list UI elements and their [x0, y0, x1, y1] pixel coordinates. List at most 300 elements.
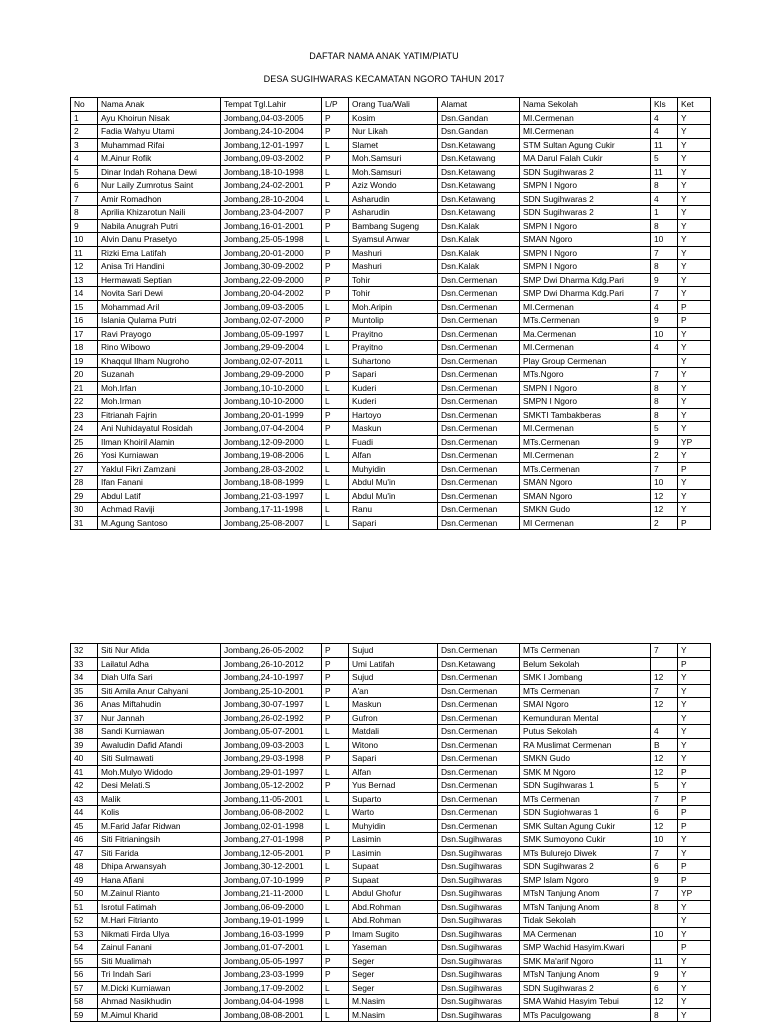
cell-ket: Y: [678, 968, 711, 982]
cell-lp: L: [322, 435, 349, 449]
cell-alamat: Dsn.Cermenan: [438, 408, 520, 422]
cell-lp: P: [322, 779, 349, 793]
table-row: [71, 395, 711, 409]
cell-alamat: Dsn.Sugihwaras: [438, 927, 520, 941]
table-row: [71, 260, 711, 274]
cell-nama-anak: M.Zainul Rianto: [98, 887, 221, 901]
cell-nama-anak: Siti Fitrianingsih: [98, 833, 221, 847]
cell-nama-anak: Abdul Latif: [98, 489, 221, 503]
cell-nama-anak: Ani Nuhidayatul Rosidah: [98, 422, 221, 436]
cell-kls: 12: [651, 671, 678, 685]
cell-nama-sekolah: MA Cermenan: [520, 927, 651, 941]
cell-ket: P: [678, 873, 711, 887]
cell-alamat: Dsn.Sugihwaras: [438, 981, 520, 995]
cell-nama-sekolah: SMP Wachid Hasyim.Kwari: [520, 941, 651, 955]
cell-nama-sekolah: MI.Cermenan: [520, 111, 651, 125]
table-row: [71, 995, 711, 1009]
cell-nama-sekolah: SMPN I Ngoro: [520, 219, 651, 233]
cell-no: 45: [71, 819, 98, 833]
cell-kls: 8: [651, 381, 678, 395]
cell-alamat: Dsn.Kalak: [438, 219, 520, 233]
cell-tempat-tgl-lahir: Jombang,30-12-2001: [221, 860, 322, 874]
cell-nama-anak: Malik: [98, 792, 221, 806]
cell-ket: Y: [678, 954, 711, 968]
cell-orang-tua-wali: Prayitno: [349, 341, 438, 355]
cell-nama-anak: Amir Romadhon: [98, 192, 221, 206]
table-row: [71, 111, 711, 125]
cell-orang-tua-wali: Maskun: [349, 422, 438, 436]
cell-tempat-tgl-lahir: Jombang,05-05-1997: [221, 954, 322, 968]
cell-lp: P: [322, 873, 349, 887]
cell-ket: Y: [678, 914, 711, 928]
cell-kls: 2: [651, 516, 678, 530]
cell-nama-sekolah: SDN Sugihwaras 2: [520, 981, 651, 995]
cell-tempat-tgl-lahir: Jombang,06-09-2000: [221, 900, 322, 914]
cell-kls: 6: [651, 860, 678, 874]
cell-tempat-tgl-lahir: Jombang,30-09-2002: [221, 260, 322, 274]
cell-tempat-tgl-lahir: Jombang,27-01-1998: [221, 833, 322, 847]
cell-nama-sekolah: SMK Sumoyono Cukir: [520, 833, 651, 847]
cell-lp: P: [322, 711, 349, 725]
cell-kls: 12: [651, 819, 678, 833]
cell-lp: L: [322, 300, 349, 314]
cell-ket: Y: [678, 725, 711, 739]
cell-lp: L: [322, 819, 349, 833]
cell-tempat-tgl-lahir: Jombang,25-10-2001: [221, 684, 322, 698]
cell-ket: Y: [678, 698, 711, 712]
cell-no: 39: [71, 738, 98, 752]
cell-kls: 9: [651, 314, 678, 328]
cell-nama-sekolah: SMKN Gudo: [520, 752, 651, 766]
cell-tempat-tgl-lahir: Jombang,05-07-2001: [221, 725, 322, 739]
table-row: [71, 725, 711, 739]
cell-alamat: Dsn.Cermenan: [438, 792, 520, 806]
cell-nama-sekolah: Play Group Cermenan: [520, 354, 651, 368]
cell-lp: L: [322, 738, 349, 752]
cell-orang-tua-wali: Abdul Ghofur: [349, 887, 438, 901]
cell-alamat: Dsn.Sugihwaras: [438, 954, 520, 968]
table-row: [71, 422, 711, 436]
cell-orang-tua-wali: Kuderi: [349, 395, 438, 409]
cell-tempat-tgl-lahir: Jombang,19-08-2006: [221, 449, 322, 463]
header-no: No: [71, 98, 98, 112]
cell-nama-anak: Muhammad Rifai: [98, 138, 221, 152]
cell-no: 42: [71, 779, 98, 793]
cell-no: 12: [71, 260, 98, 274]
cell-lp: P: [322, 833, 349, 847]
cell-lp: L: [322, 981, 349, 995]
cell-lp: L: [322, 698, 349, 712]
cell-kls: B: [651, 738, 678, 752]
cell-tempat-tgl-lahir: Jombang,10-10-2000: [221, 381, 322, 395]
cell-ket: Y: [678, 138, 711, 152]
cell-kls: 12: [651, 489, 678, 503]
cell-orang-tua-wali: Suhartono: [349, 354, 438, 368]
cell-lp: P: [322, 125, 349, 139]
cell-kls: 6: [651, 806, 678, 820]
cell-lp: P: [322, 314, 349, 328]
cell-no: 52: [71, 914, 98, 928]
cell-orang-tua-wali: Mashuri: [349, 246, 438, 260]
cell-no: 8: [71, 206, 98, 220]
cell-kls: 8: [651, 219, 678, 233]
cell-orang-tua-wali: Sapari: [349, 516, 438, 530]
cell-no: 21: [71, 381, 98, 395]
cell-nama-sekolah: MTs Cermenan: [520, 644, 651, 658]
cell-kls: [651, 657, 678, 671]
table-row: [71, 462, 711, 476]
cell-lp: P: [322, 179, 349, 193]
cell-alamat: Dsn.Cermenan: [438, 476, 520, 490]
table-row: [71, 435, 711, 449]
cell-alamat: Dsn.Cermenan: [438, 671, 520, 685]
table-row: [71, 873, 711, 887]
table-row: [71, 246, 711, 260]
cell-no: 10: [71, 233, 98, 247]
cell-nama-anak: Yaklul Fikri Zamzani: [98, 462, 221, 476]
table-row: [71, 138, 711, 152]
cell-no: 19: [71, 354, 98, 368]
table-row: [71, 503, 711, 517]
cell-kls: 11: [651, 165, 678, 179]
cell-tempat-tgl-lahir: Jombang,12-05-2001: [221, 846, 322, 860]
table-row: [71, 381, 711, 395]
header-nama-sekolah: Nama Sekolah: [520, 98, 651, 112]
cell-nama-sekolah: SMAN Ngoro: [520, 476, 651, 490]
header-nama-anak: Nama Anak: [98, 98, 221, 112]
cell-orang-tua-wali: Seger: [349, 981, 438, 995]
cell-alamat: Dsn.Ketawang: [438, 152, 520, 166]
cell-no: 16: [71, 314, 98, 328]
cell-kls: 7: [651, 792, 678, 806]
cell-alamat: Dsn.Cermenan: [438, 711, 520, 725]
cell-nama-anak: Alvin Danu Prasetyo: [98, 233, 221, 247]
cell-nama-sekolah: MI Cermenan: [520, 516, 651, 530]
cell-alamat: Dsn.Cermenan: [438, 462, 520, 476]
cell-tempat-tgl-lahir: Jombang,02-01-1998: [221, 819, 322, 833]
header-alamat: Alamat: [438, 98, 520, 112]
cell-orang-tua-wali: Abd.Rohman: [349, 900, 438, 914]
cell-nama-anak: Siti Nur Afida: [98, 644, 221, 658]
cell-orang-tua-wali: Maskun: [349, 698, 438, 712]
cell-nama-anak: Nikmati Firda Ulya: [98, 927, 221, 941]
cell-ket: Y: [678, 408, 711, 422]
cell-no: 11: [71, 246, 98, 260]
cell-kls: 12: [651, 765, 678, 779]
cell-nama-sekolah: MI.Cermenan: [520, 449, 651, 463]
table-row: [71, 476, 711, 490]
cell-kls: 1: [651, 206, 678, 220]
cell-tempat-tgl-lahir: Jombang,04-04-1998: [221, 995, 322, 1009]
cell-ket: Y: [678, 395, 711, 409]
cell-nama-sekolah: SMK Sultan Agung Cukir: [520, 819, 651, 833]
cell-nama-anak: Siti Sulmawati: [98, 752, 221, 766]
cell-ket: Y: [678, 327, 711, 341]
table-row: [71, 449, 711, 463]
cell-nama-sekolah: SMAN Ngoro: [520, 489, 651, 503]
table-row: [71, 752, 711, 766]
cell-ket: Y: [678, 833, 711, 847]
cell-lp: P: [322, 927, 349, 941]
cell-nama-anak: Rino Wibowo: [98, 341, 221, 355]
orphan-table-page-1: [70, 97, 711, 530]
table-row: [71, 968, 711, 982]
cell-lp: L: [322, 995, 349, 1009]
cell-ket: Y: [678, 476, 711, 490]
cell-alamat: Dsn.Sugihwaras: [438, 900, 520, 914]
cell-no: 1: [71, 111, 98, 125]
cell-kls: 12: [651, 995, 678, 1009]
cell-nama-sekolah: MA Darul Falah Cukir: [520, 152, 651, 166]
header-orang-tua-wali: Orang Tua/Wali: [349, 98, 438, 112]
cell-kls: 7: [651, 462, 678, 476]
cell-orang-tua-wali: Alfan: [349, 449, 438, 463]
cell-nama-sekolah: SMA Wahid Hasyim Tebui: [520, 995, 651, 1009]
cell-nama-anak: Nur Laily Zumrotus Saint: [98, 179, 221, 193]
table-row: [71, 233, 711, 247]
cell-kls: 7: [651, 887, 678, 901]
table-row: [71, 354, 711, 368]
cell-nama-sekolah: SDN Sugihwaras 2: [520, 192, 651, 206]
cell-lp: P: [322, 111, 349, 125]
cell-alamat: Dsn.Cermenan: [438, 395, 520, 409]
cell-nama-sekolah: SDN Sugihwaras 1: [520, 779, 651, 793]
cell-nama-anak: Hermawati Septian: [98, 273, 221, 287]
cell-lp: P: [322, 644, 349, 658]
cell-orang-tua-wali: Tohir: [349, 273, 438, 287]
table-row: [71, 833, 711, 847]
cell-kls: 10: [651, 327, 678, 341]
cell-alamat: Dsn.Ketawang: [438, 657, 520, 671]
cell-nama-anak: Siti Mualimah: [98, 954, 221, 968]
cell-nama-sekolah: MTs Bulurejo Diwek: [520, 846, 651, 860]
cell-ket: P: [678, 657, 711, 671]
cell-nama-sekolah: SMK M Ngoro: [520, 765, 651, 779]
cell-ket: YP: [678, 435, 711, 449]
cell-orang-tua-wali: Lasimin: [349, 846, 438, 860]
cell-orang-tua-wali: Suparto: [349, 792, 438, 806]
cell-nama-sekolah: MTsN Tanjung Anom: [520, 968, 651, 982]
cell-orang-tua-wali: Supaat: [349, 860, 438, 874]
cell-orang-tua-wali: Aziz Wondo: [349, 179, 438, 193]
cell-nama-anak: Siti Farida: [98, 846, 221, 860]
cell-tempat-tgl-lahir: Jombang,20-01-2000: [221, 246, 322, 260]
cell-nama-sekolah: MTs.Cermenan: [520, 435, 651, 449]
cell-kls: 9: [651, 873, 678, 887]
cell-orang-tua-wali: Mashuri: [349, 260, 438, 274]
cell-ket: Y: [678, 287, 711, 301]
cell-no: 13: [71, 273, 98, 287]
cell-nama-sekolah: STM Sultan Agung Cukir: [520, 138, 651, 152]
document-title: DAFTAR NAMA ANAK YATIM/PIATU: [309, 51, 459, 61]
cell-orang-tua-wali: Ranu: [349, 503, 438, 517]
document-subtitle: DESA SUGIHWARAS KECAMATAN NGORO TAHUN 2017: [263, 74, 505, 84]
cell-orang-tua-wali: Abd.Rohman: [349, 914, 438, 928]
cell-tempat-tgl-lahir: Jombang,11-05-2001: [221, 792, 322, 806]
cell-no: 44: [71, 806, 98, 820]
cell-orang-tua-wali: Muntolip: [349, 314, 438, 328]
cell-tempat-tgl-lahir: Jombang,19-01-1999: [221, 914, 322, 928]
cell-orang-tua-wali: Gufron: [349, 711, 438, 725]
cell-nama-sekolah: SMP Islam Ngoro: [520, 873, 651, 887]
cell-ket: P: [678, 860, 711, 874]
cell-no: 20: [71, 368, 98, 382]
cell-lp: P: [322, 671, 349, 685]
cell-alamat: Dsn.Ketawang: [438, 165, 520, 179]
cell-alamat: Dsn.Sugihwaras: [438, 846, 520, 860]
cell-alamat: Dsn.Cermenan: [438, 806, 520, 820]
cell-no: 59: [71, 1008, 98, 1022]
cell-kls: 11: [651, 138, 678, 152]
cell-alamat: Dsn.Cermenan: [438, 644, 520, 658]
cell-nama-anak: Ayu Khoirun Nisak: [98, 111, 221, 125]
cell-ket: Y: [678, 489, 711, 503]
cell-nama-sekolah: MI.Cermenan: [520, 300, 651, 314]
table-row: [71, 368, 711, 382]
header-ket: Ket: [678, 98, 711, 112]
cell-ket: YP: [678, 887, 711, 901]
cell-kls: 4: [651, 192, 678, 206]
cell-ket: Y: [678, 846, 711, 860]
cell-orang-tua-wali: Seger: [349, 954, 438, 968]
cell-alamat: Dsn.Cermenan: [438, 422, 520, 436]
cell-orang-tua-wali: Abdul Mu'in: [349, 476, 438, 490]
cell-kls: 5: [651, 422, 678, 436]
cell-no: 15: [71, 300, 98, 314]
cell-alamat: Dsn.Cermenan: [438, 435, 520, 449]
cell-ket: Y: [678, 1008, 711, 1022]
cell-ket: Y: [678, 711, 711, 725]
cell-orang-tua-wali: A'an: [349, 684, 438, 698]
cell-nama-sekolah: MI.Cermenan: [520, 341, 651, 355]
cell-lp: L: [322, 462, 349, 476]
cell-nama-anak: Mohammad Aril: [98, 300, 221, 314]
cell-nama-sekolah: Tidak Sekolah: [520, 914, 651, 928]
cell-nama-sekolah: MTsN Tanjung Anom: [520, 887, 651, 901]
cell-alamat: Dsn.Cermenan: [438, 819, 520, 833]
table-row: [71, 179, 711, 193]
cell-no: 49: [71, 873, 98, 887]
cell-no: 50: [71, 887, 98, 901]
header-lp: L/P: [322, 98, 349, 112]
cell-orang-tua-wali: Fuadi: [349, 435, 438, 449]
cell-ket: P: [678, 941, 711, 955]
cell-tempat-tgl-lahir: Jombang,21-11-2000: [221, 887, 322, 901]
cell-alamat: Dsn.Sugihwaras: [438, 1008, 520, 1022]
cell-orang-tua-wali: Asharudin: [349, 192, 438, 206]
table-row: [71, 125, 711, 139]
cell-kls: 8: [651, 900, 678, 914]
cell-lp: P: [322, 206, 349, 220]
cell-tempat-tgl-lahir: Jombang,30-07-1997: [221, 698, 322, 712]
cell-lp: L: [322, 765, 349, 779]
cell-orang-tua-wali: Syamsul Anwar: [349, 233, 438, 247]
cell-no: 24: [71, 422, 98, 436]
cell-ket: Y: [678, 192, 711, 206]
cell-ket: P: [678, 314, 711, 328]
cell-orang-tua-wali: Sapari: [349, 368, 438, 382]
cell-no: 58: [71, 995, 98, 1009]
table-row: [71, 779, 711, 793]
cell-tempat-tgl-lahir: Jombang,02-07-2011: [221, 354, 322, 368]
cell-nama-sekolah: MI.Cermenan: [520, 422, 651, 436]
cell-no: 29: [71, 489, 98, 503]
cell-tempat-tgl-lahir: Jombang,16-01-2001: [221, 219, 322, 233]
cell-ket: Y: [678, 219, 711, 233]
cell-ket: Y: [678, 900, 711, 914]
cell-alamat: Dsn.Cermenan: [438, 684, 520, 698]
cell-nama-sekolah: SMPN I Ngoro: [520, 395, 651, 409]
table-row: [71, 927, 711, 941]
cell-kls: 9: [651, 273, 678, 287]
cell-no: 53: [71, 927, 98, 941]
cell-nama-anak: M.Aimul Kharid: [98, 1008, 221, 1022]
cell-ket: Y: [678, 368, 711, 382]
cell-no: 54: [71, 941, 98, 955]
cell-alamat: Dsn.Gandan: [438, 125, 520, 139]
cell-tempat-tgl-lahir: Jombang,09-03-2003: [221, 738, 322, 752]
cell-ket: Y: [678, 644, 711, 658]
cell-alamat: Dsn.Cermenan: [438, 503, 520, 517]
cell-ket: P: [678, 765, 711, 779]
table-row: [71, 1008, 711, 1022]
cell-nama-sekolah: SMK I Jombang: [520, 671, 651, 685]
cell-nama-anak: Awaludin Dafid Afandi: [98, 738, 221, 752]
cell-orang-tua-wali: Slamet: [349, 138, 438, 152]
cell-nama-anak: Dhipa Arwansyah: [98, 860, 221, 874]
cell-kls: 8: [651, 408, 678, 422]
cell-kls: [651, 941, 678, 955]
cell-lp: L: [322, 900, 349, 914]
orphan-table-page-2: [70, 643, 711, 1022]
cell-nama-anak: Ravi Prayogo: [98, 327, 221, 341]
cell-nama-sekolah: SMKTI Tambakberas: [520, 408, 651, 422]
cell-nama-sekolah: SMAN Ngoro: [520, 233, 651, 247]
cell-orang-tua-wali: Witono: [349, 738, 438, 752]
cell-nama-anak: Dinar Indah Rohana Dewi: [98, 165, 221, 179]
cell-tempat-tgl-lahir: Jombang,18-08-1999: [221, 476, 322, 490]
cell-no: 26: [71, 449, 98, 463]
cell-tempat-tgl-lahir: Jombang,17-11-1998: [221, 503, 322, 517]
cell-nama-anak: Kolis: [98, 806, 221, 820]
cell-orang-tua-wali: Asharudin: [349, 206, 438, 220]
cell-no: 32: [71, 644, 98, 658]
cell-orang-tua-wali: Moh.Samsuri: [349, 165, 438, 179]
cell-nama-anak: Aprilia Khizarotun Naili: [98, 206, 221, 220]
table-row: [71, 738, 711, 752]
cell-orang-tua-wali: Muhyidin: [349, 819, 438, 833]
cell-lp: L: [322, 354, 349, 368]
cell-nama-anak: Suzanah: [98, 368, 221, 382]
cell-alamat: Dsn.Cermenan: [438, 273, 520, 287]
cell-lp: L: [322, 449, 349, 463]
cell-kls: 10: [651, 476, 678, 490]
table-row: [71, 489, 711, 503]
cell-nama-anak: Rizki Ema Latifah: [98, 246, 221, 260]
cell-tempat-tgl-lahir: Jombang,25-05-1998: [221, 233, 322, 247]
table-row: [71, 860, 711, 874]
cell-no: 35: [71, 684, 98, 698]
cell-tempat-tgl-lahir: Jombang,07-10-1999: [221, 873, 322, 887]
cell-orang-tua-wali: Sujud: [349, 671, 438, 685]
cell-alamat: Dsn.Cermenan: [438, 381, 520, 395]
table-row: [71, 408, 711, 422]
cell-lp: L: [322, 860, 349, 874]
cell-kls: 2: [651, 449, 678, 463]
cell-tempat-tgl-lahir: Jombang,29-03-1998: [221, 752, 322, 766]
table-row: [71, 327, 711, 341]
header-tempat-tgl-lahir: Tempat Tgl.Lahir: [221, 98, 322, 112]
